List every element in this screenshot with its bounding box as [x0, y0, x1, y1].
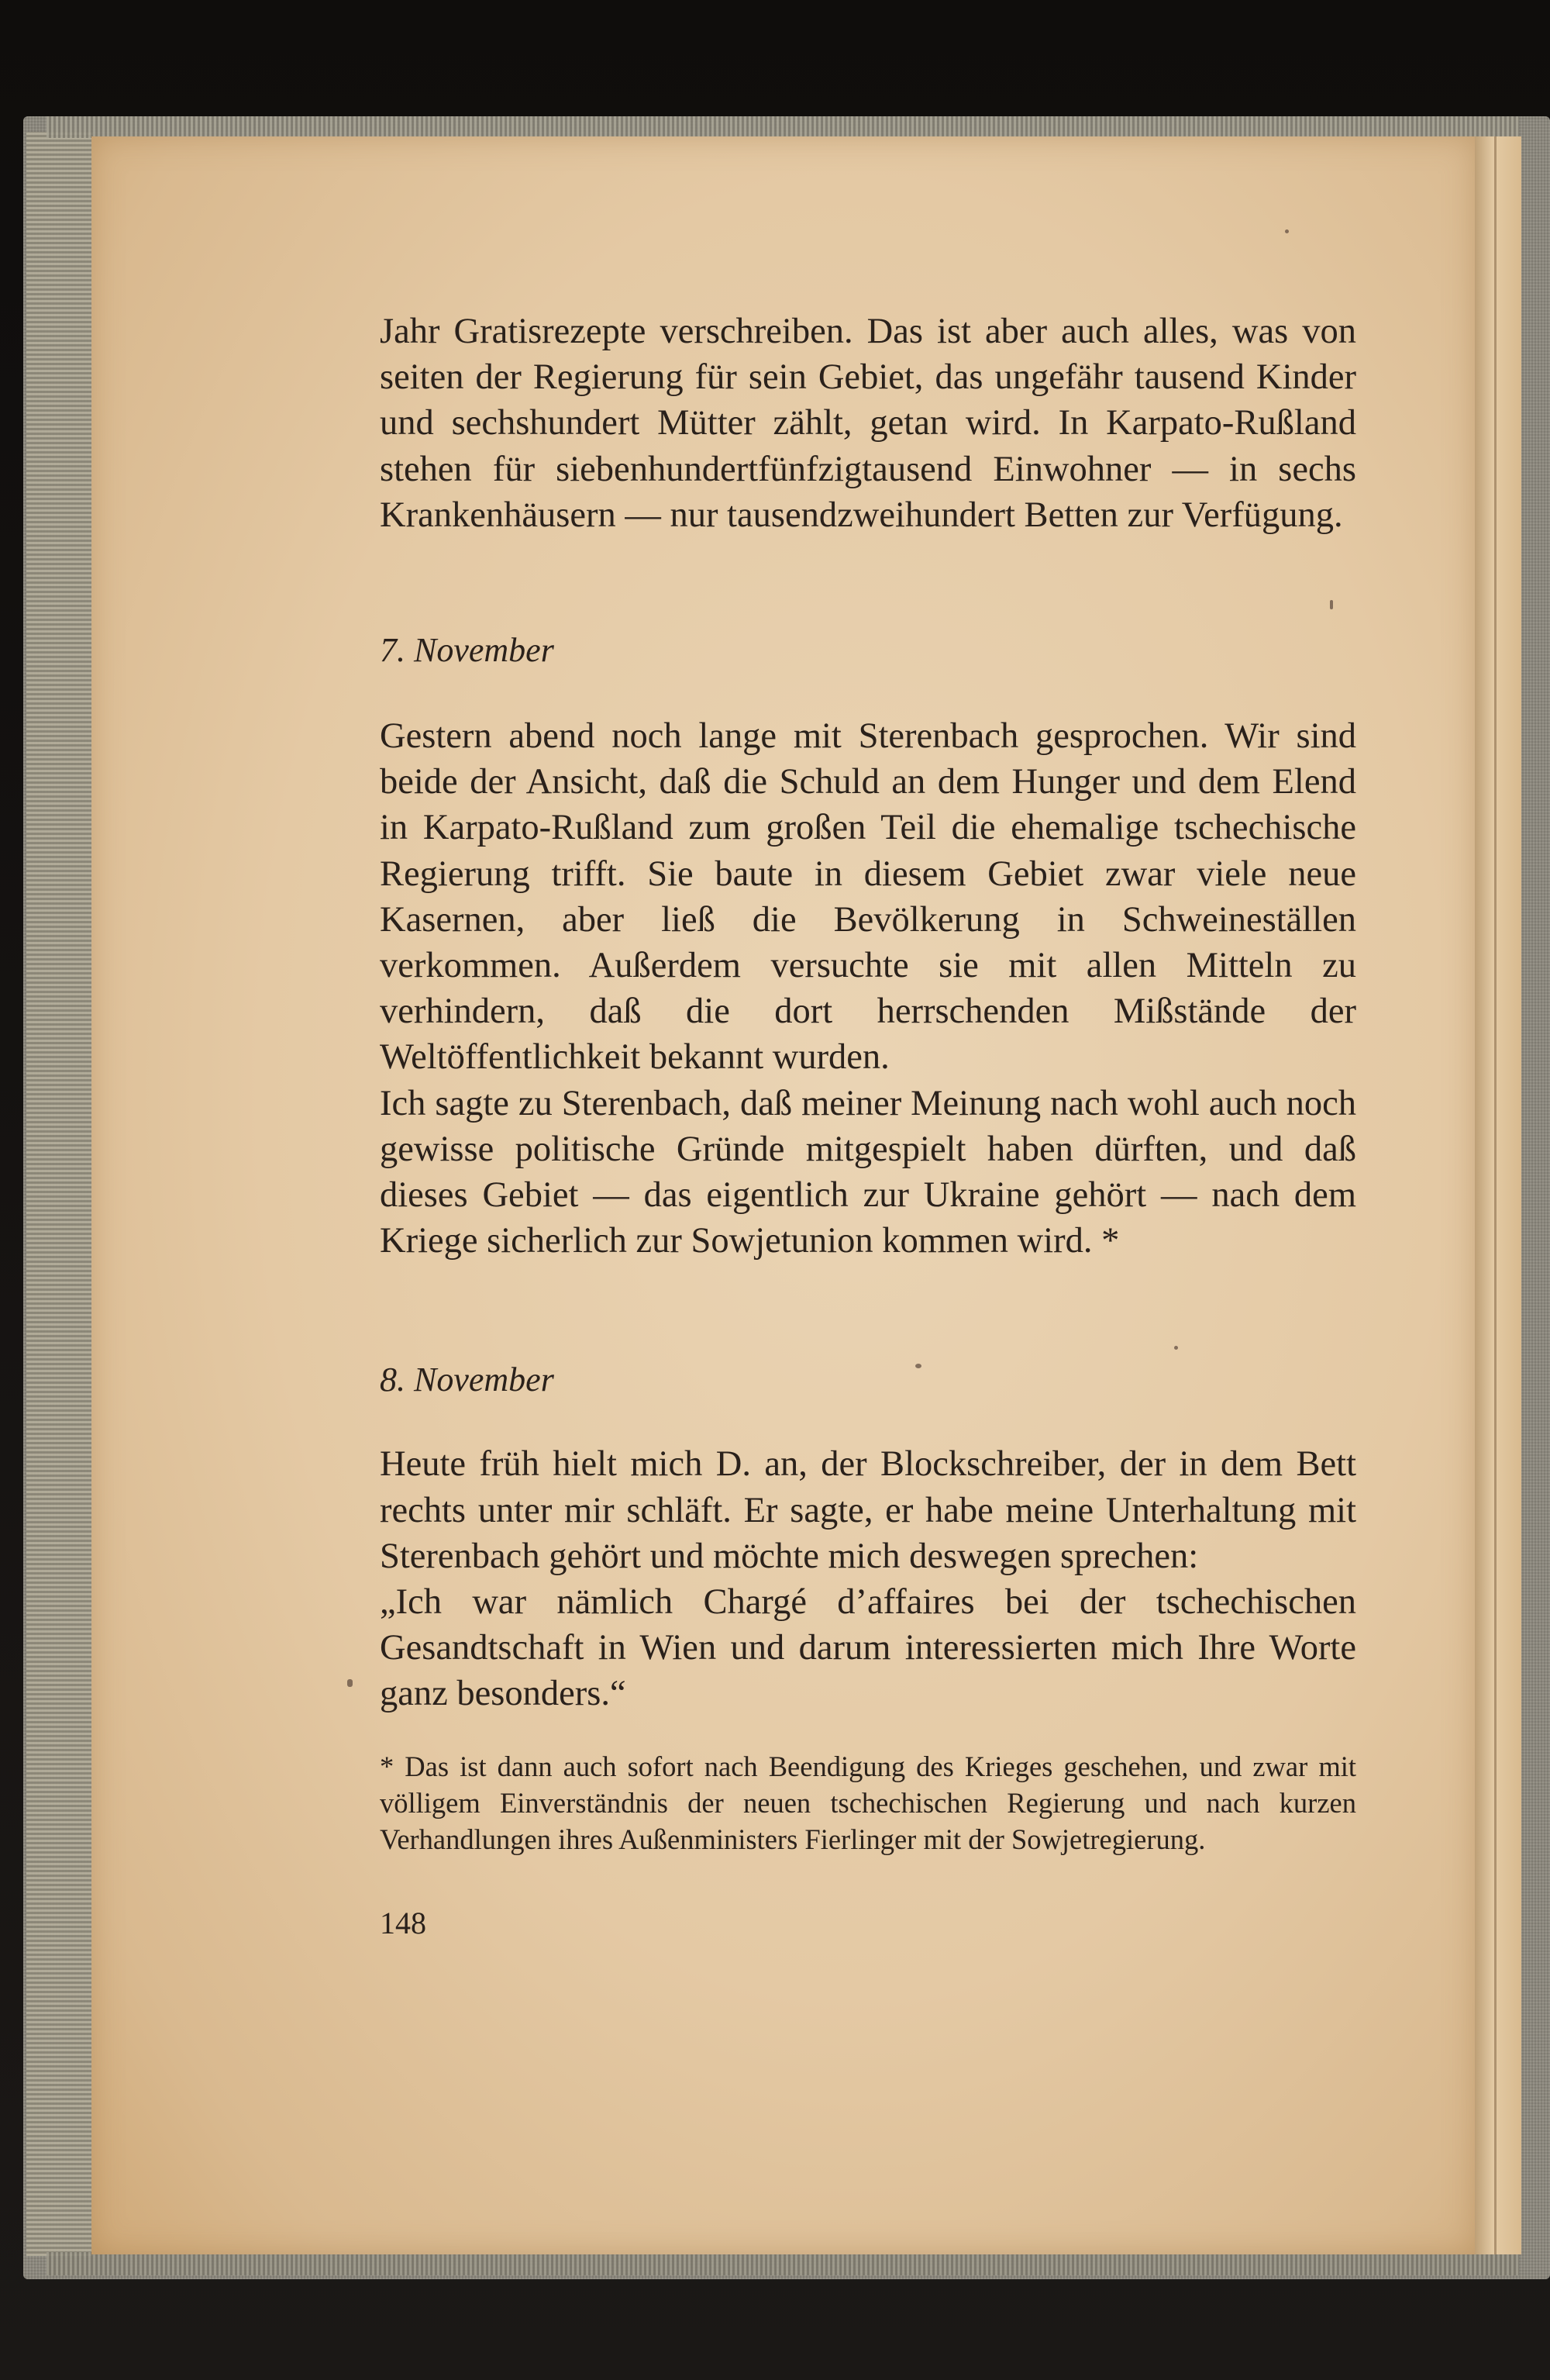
diary-date-heading-2: 8. November	[380, 1361, 554, 1399]
paragraph-2: Gestern abend noch lange mit Sterenbach gesprochen. Wir sind beide der Ansicht, daß die Schuld an dem Hunger und dem Elend in Karpato-Rußland zum großen Teil die ehemalige tschechische Regierung trifft. Sie baute in diesem Gebiet zwar viele neue Kasernen, aber ließ die Bevölkerung in Schweineställen verkommen. Außerdem versuchte sie mit allen Mitteln zu verhindern, daß die dort herrschenden Mißstände der Weltöffentlichkeit bekannt wurden.	[380, 716, 1356, 1078]
diary-date-heading-1: 7. November	[380, 631, 554, 670]
footnote: * Das ist dann auch sofort nach Beendigung des Krieges geschehen, und zwar mit völligem Einverständnis der neuen tschechischen Regierung und nach kurzen Verhandlungen ihres Außenministers Fierlinger mit der Sowjetregierung.	[380, 1750, 1356, 1855]
paragraph-3: Ich sagte zu Sterenbach, daß meiner Meinung nach wohl auch noch gewisse politische Gründe mitgespielt haben dürften, und daß dieses Gebiet — das eigentlich zur Ukraine gehört — nach dem Kriege sicherlich zur Sowjetunion kommen wird. *	[380, 1083, 1356, 1261]
cover-top-edge	[46, 116, 1519, 138]
paper-speck	[1285, 229, 1289, 233]
page-gutter	[1494, 136, 1497, 2254]
cloth-spine-edge	[26, 132, 93, 2256]
cover-bottom-edge	[46, 2252, 1519, 2275]
page-text	[380, 309, 1356, 1943]
paragraph-1: Jahr Gratisrezepte verschreiben. Das ist aber auch alles, was von seiten der Regierung für sein Gebiet, das ungefähr tausend Kinder und sechshundert Mütter zählt, getan wird. In Karpato-Rußland stehen für siebenhundertfünfzigtausend Einwohner — in sechs Krankenhäusern — nur tausendzweihundert Betten zur Verfügung.	[380, 312, 1356, 535]
paragraph-5: „Ich war nämlich Chargé d’affaires bei der tschechischen Gesandtschaft in Wien und darum interessierten mich Ihre Worte ganz besonders.“	[380, 1582, 1356, 1714]
paragraph-4: Heute früh hielt mich D. an, der Blockschreiber, der in dem Bett rechts unter mir schläft. Er sagte, er habe meine Unterhaltung mit Sterenbach gehört und möchte mich deswegen sprechen:	[380, 1444, 1356, 1576]
paper-speck	[347, 1679, 353, 1687]
page-number: 148	[380, 1905, 426, 1940]
next-page-edge	[1475, 136, 1521, 2254]
